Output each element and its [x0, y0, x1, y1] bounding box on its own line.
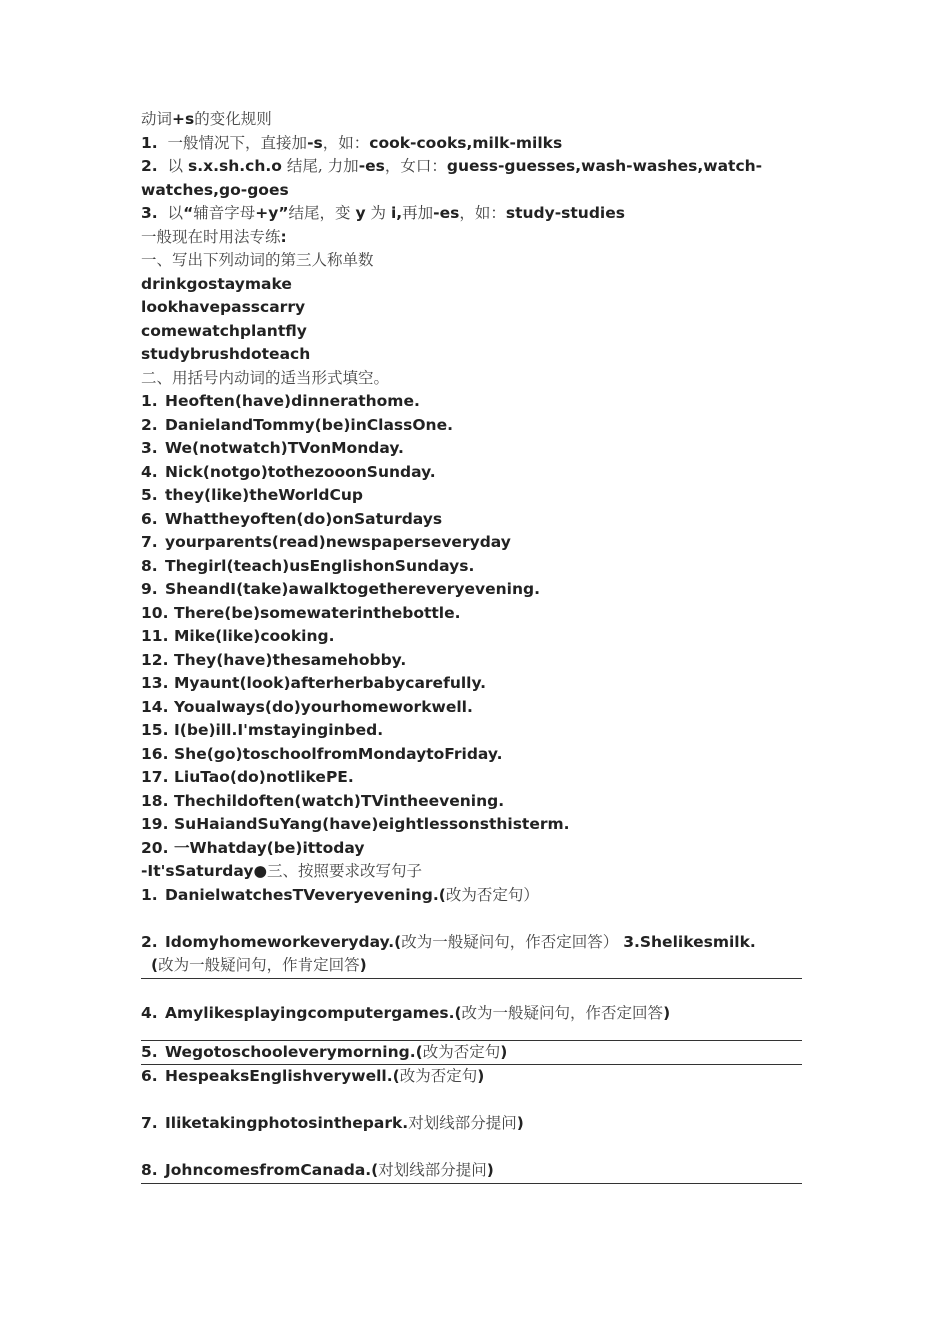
verb-row: studybrushdoteach — [141, 345, 311, 363]
verb-row: lookhavepasscarry — [141, 298, 306, 316]
rewrite-item: 7. Iliketakingphotosinthepark.对划线部分提问) — [141, 1114, 524, 1132]
answer-space — [141, 1136, 802, 1160]
exercise-item: 13. Myaunt(look)afterherbabycarefully. — [141, 674, 487, 692]
rewrite-item: 4. Amylikesplayingcomputergames.(改为一般疑问句，作否定回答) — [141, 1004, 671, 1022]
exercise-item: 20. 一Whatday(be)ittoday — [141, 838, 365, 857]
exercise-item: 3. We(notwatch)TVonMonday. — [141, 439, 404, 457]
verb-row: comewatchplantfly — [141, 321, 307, 340]
exercise-item: 7. yourparents(read)newspaperseveryday — [141, 533, 511, 551]
exercise-item: 19. SuHaiandSuYang(have)eightlessonsthisterm. — [141, 815, 570, 833]
exercise-item: 4. Nick(notgo)tothezooonSunday. — [141, 462, 436, 481]
exercise-item: 10. There(be)somewaterinthebottle. — [141, 603, 461, 622]
rewrite-item: 1. DanielwatchesTVeveryevening.(改为否定句） — [141, 885, 539, 904]
answer-space — [141, 1026, 802, 1028]
exercise-item: 1. Heoften(have)dinnerathome. — [141, 392, 420, 410]
answer-space — [141, 907, 802, 931]
rule-2: 2. 以 s.x.sh.ch.o 结尾, 力加-es，女口：guess-guesses,wash-washes,watch- — [141, 157, 763, 175]
rewrite-item: 6. HespeaksEnglishverywell.(改为否定句) — [141, 1067, 485, 1085]
rule-3: 3. 以“辅音字母+y”结尾，变 y 为 i,再加-es，如：study-studies — [141, 204, 625, 222]
rewrite-item-continued: (改为一般疑问句，作肯定回答) — [141, 954, 802, 979]
rule-2-continued: watches,go-goes — [141, 180, 289, 199]
exercise-item: 9. SheandI(take)awalktogethereveryevening. — [141, 580, 541, 598]
exercise-item: 15. I(be)ill.I'mstayinginbed. — [141, 721, 384, 739]
rewrite-item: 2. Idomyhomeworkeveryday.(改为一般疑问句，作否定回答） 3.Shelikesmilk. — [141, 932, 756, 951]
part2-tail-part3-heading: -It'sSaturday●三、按照要求改写句子 — [141, 862, 423, 880]
document-page — [141, 108, 802, 1184]
part1-heading: 一、写出下列动词的第三人称单数 — [141, 251, 374, 269]
rewrite-item: 5. Wegotoschooleverymorning.(改为否定句) — [141, 1040, 802, 1066]
part2-heading: 二、用括号内动词的适当形式填空。 — [141, 368, 390, 387]
exercise-item: 2. DanielandTommy(be)inClassOne. — [141, 415, 453, 434]
exercise-item: 17. LiuTao(do)notlikePE. — [141, 768, 354, 786]
exercise-item: 12. They(have)thesamehobby. — [141, 650, 407, 669]
rules-title: 动词+s的变化规则 — [141, 110, 272, 128]
exercise-item: 5. they(like)theWorldCup — [141, 486, 363, 504]
exercise-item: 16. She(go)toschoolfromMondaytoFriday. — [141, 744, 503, 763]
verb-row: drinkgostaymake — [141, 274, 292, 293]
answer-space — [141, 979, 802, 1003]
exercise-item: 18. Thechildoften(watch)TVintheevening. — [141, 791, 505, 810]
exercise-item: 6. Whattheyoften(do)onSaturdays — [141, 509, 443, 528]
answer-space — [141, 1089, 802, 1113]
exercise-item: 8. Thegirl(teach)usEnglishonSundays. — [141, 556, 475, 575]
exercise-item: 14. Youalways(do)yourhomeworkwell. — [141, 697, 473, 716]
section-title: 一般现在时用法专练: — [141, 227, 287, 246]
rule-1: 1. 一般情况下，直接加-s，如：cook-cooks,milk-milks — [141, 133, 563, 152]
exercise-item: 11. Mike(like)cooking. — [141, 627, 335, 645]
rewrite-item: 8. JohncomesfromCanada.(对划线部分提问) — [141, 1159, 802, 1184]
